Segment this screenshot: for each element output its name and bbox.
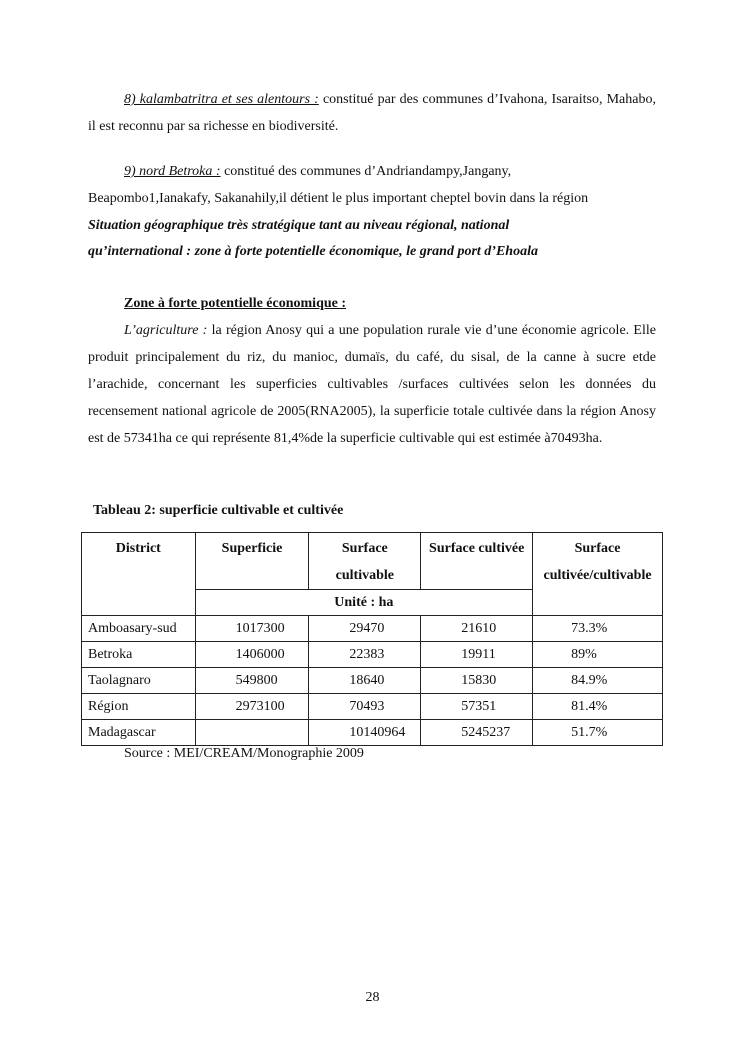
cell-cultivee: 21610 bbox=[421, 616, 533, 642]
cell-cultivable: 10140964 bbox=[309, 720, 421, 746]
item-8-text: constitué par des communes d’Ivahona, Isaraitso, Mahabo, il est reconnu par sa richesse en biodiversité. bbox=[88, 92, 656, 134]
header-superficie: Superficie bbox=[195, 533, 309, 590]
cell-cultivee: 57351 bbox=[421, 694, 533, 720]
cell-ratio: 89% bbox=[533, 642, 663, 668]
header-ratio: Surface cultivée/cultivable bbox=[533, 533, 663, 616]
cell-district: Taolagnaro bbox=[82, 668, 196, 694]
cell-district: Betroka bbox=[82, 642, 196, 668]
cell-district: Amboasary-sud bbox=[82, 616, 196, 642]
cell-superficie: 2973100 bbox=[195, 694, 309, 720]
page-number: 28 bbox=[365, 990, 380, 1005]
cell-superficie: 1406000 bbox=[195, 642, 309, 668]
agriculture-text: la région Anosy qui a une population rurale vie d’une économie agricole. Elle produit principalement du riz, du manioc, dumaïs, du café, du sisal, de la canne à sucre etde l’arachide, concernant les superficies cultivables /surfaces cultivées selon les données du recensement national agricole de 2005(RNA2005), la superficie totale cultivée dans la région Anosy est de 57341ha ce qui représente 81,4%de la superficie cultivable qui est estimée à70493ha. bbox=[88, 323, 656, 446]
cell-ratio: 51.7% bbox=[533, 720, 663, 746]
cell-ratio: 73.3% bbox=[533, 616, 663, 642]
table-row bbox=[82, 642, 663, 668]
agriculture-paragraph bbox=[88, 317, 656, 452]
header-unit: Unité : ha bbox=[195, 590, 532, 616]
item-9-line-4: qu’international : zone à forte potentielle économique, le grand port d’Ehoala bbox=[88, 244, 538, 259]
item-8-paragraph bbox=[88, 86, 656, 140]
header-surface-cultivee: Surface cultivée bbox=[421, 533, 533, 590]
cell-superficie: 549800 bbox=[195, 668, 309, 694]
cell-cultivable: 22383 bbox=[309, 642, 421, 668]
header-district: District bbox=[82, 533, 196, 616]
section-heading: Zone à forte potentielle économique : bbox=[124, 296, 347, 311]
table-caption: Tableau 2: superficie cultivable et cultivée bbox=[93, 503, 344, 518]
cell-ratio: 81.4% bbox=[533, 694, 663, 720]
item-9-label: 9) nord Betroka : bbox=[124, 164, 221, 179]
cell-district: Madagascar bbox=[82, 720, 196, 746]
header-surface-cultivable: Surface cultivable bbox=[309, 533, 421, 590]
item-9-text-1: constitué des communes d’Andriandampy,Jangany, bbox=[220, 164, 512, 179]
table-row bbox=[82, 694, 663, 720]
table-row bbox=[82, 720, 663, 746]
table-row bbox=[82, 616, 663, 642]
item-9-line-2: Beapombo1,Ianakafy, Sakanahily,il détient le plus important cheptel bovin dans la région bbox=[88, 191, 589, 206]
cell-ratio: 84.9% bbox=[533, 668, 663, 694]
cell-superficie: 1017300 bbox=[195, 616, 309, 642]
cell-superficie bbox=[195, 720, 309, 746]
agriculture-label: L’agriculture : bbox=[124, 323, 208, 338]
item-9-line-1 bbox=[124, 164, 511, 180]
cell-cultivee: 5245237 bbox=[421, 720, 533, 746]
cell-cultivable: 70493 bbox=[309, 694, 421, 720]
superficie-table bbox=[81, 532, 663, 746]
table-source: Source : MEI/CREAM/Monographie 2009 bbox=[124, 746, 364, 761]
item-9-line-3: Situation géographique très stratégique tant au niveau régional, national bbox=[88, 218, 510, 233]
table-row bbox=[82, 668, 663, 694]
cell-cultivee: 15830 bbox=[421, 668, 533, 694]
item-8-label: 8) kalambatritra et ses alentours : bbox=[124, 92, 319, 107]
cell-cultivable: 18640 bbox=[309, 668, 421, 694]
cell-cultivee: 19911 bbox=[421, 642, 533, 668]
cell-cultivable: 29470 bbox=[309, 616, 421, 642]
table-header-row bbox=[82, 533, 663, 590]
cell-district: Région bbox=[82, 694, 196, 720]
